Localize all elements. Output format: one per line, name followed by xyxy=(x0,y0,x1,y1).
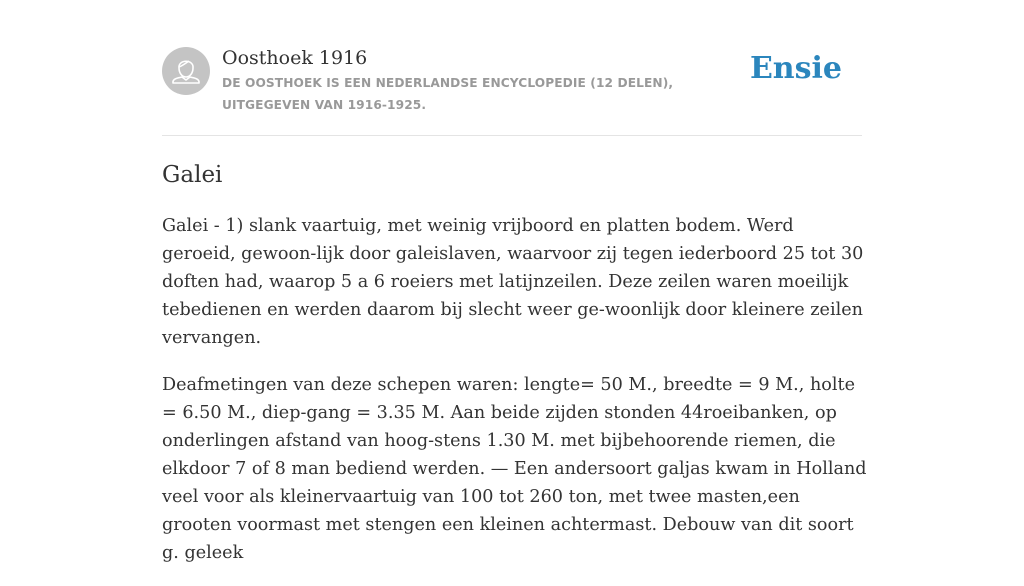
header-divider xyxy=(162,135,862,136)
ensie-logo[interactable]: Ensie xyxy=(749,51,842,86)
author-description: DE OOSTHOEK IS EEN NEDERLANDSE ENCYCLOPEDIE (12 DELEN), UITGEGEVEN VAN 1916-1925. xyxy=(222,76,674,112)
author-name[interactable]: Oosthoek 1916 xyxy=(222,47,368,69)
article-paragraph-1: Galei - 1) slank vaartuig, met weinig vrijboord en platten bodem. Werd geroeid, gewoon-lijk door galeislaven, waarvoor zij tegen iederboord 25 tot 30 doften had, waarop 5 a 6 roeiers met latijnzeilen. Deze zeilen waren moeilijk tebedienen en werden daarom bij slecht weer ge-woonlijk door kleinere zeilen vervangen. xyxy=(162,216,864,348)
article-paragraph-2: Deafmetingen van deze schepen waren: lengte= 50 M., breedte = 9 M., holte = 6.50 M., diep-gang = 3.35 M. Aan beide zijden stonden 44roeibanken, op onderlingen afstand van hoog-stens 1.30 M. met bijbehoorende riemen, die elkdoor 7 of 8 man bediend werden. — Een andersoort galjas kwam in Holland veel voor als kleinervaartuig van 100 tot 260 ton, met twee masten,een grooten voormast met stengen een kleinen achtermast. Debouw van dit soort g. geleek xyxy=(162,375,867,563)
author-avatar[interactable] xyxy=(162,47,210,95)
article-title: Galei xyxy=(162,162,223,188)
user-icon xyxy=(162,47,210,95)
article-body xyxy=(162,212,872,586)
author-header xyxy=(162,46,862,135)
